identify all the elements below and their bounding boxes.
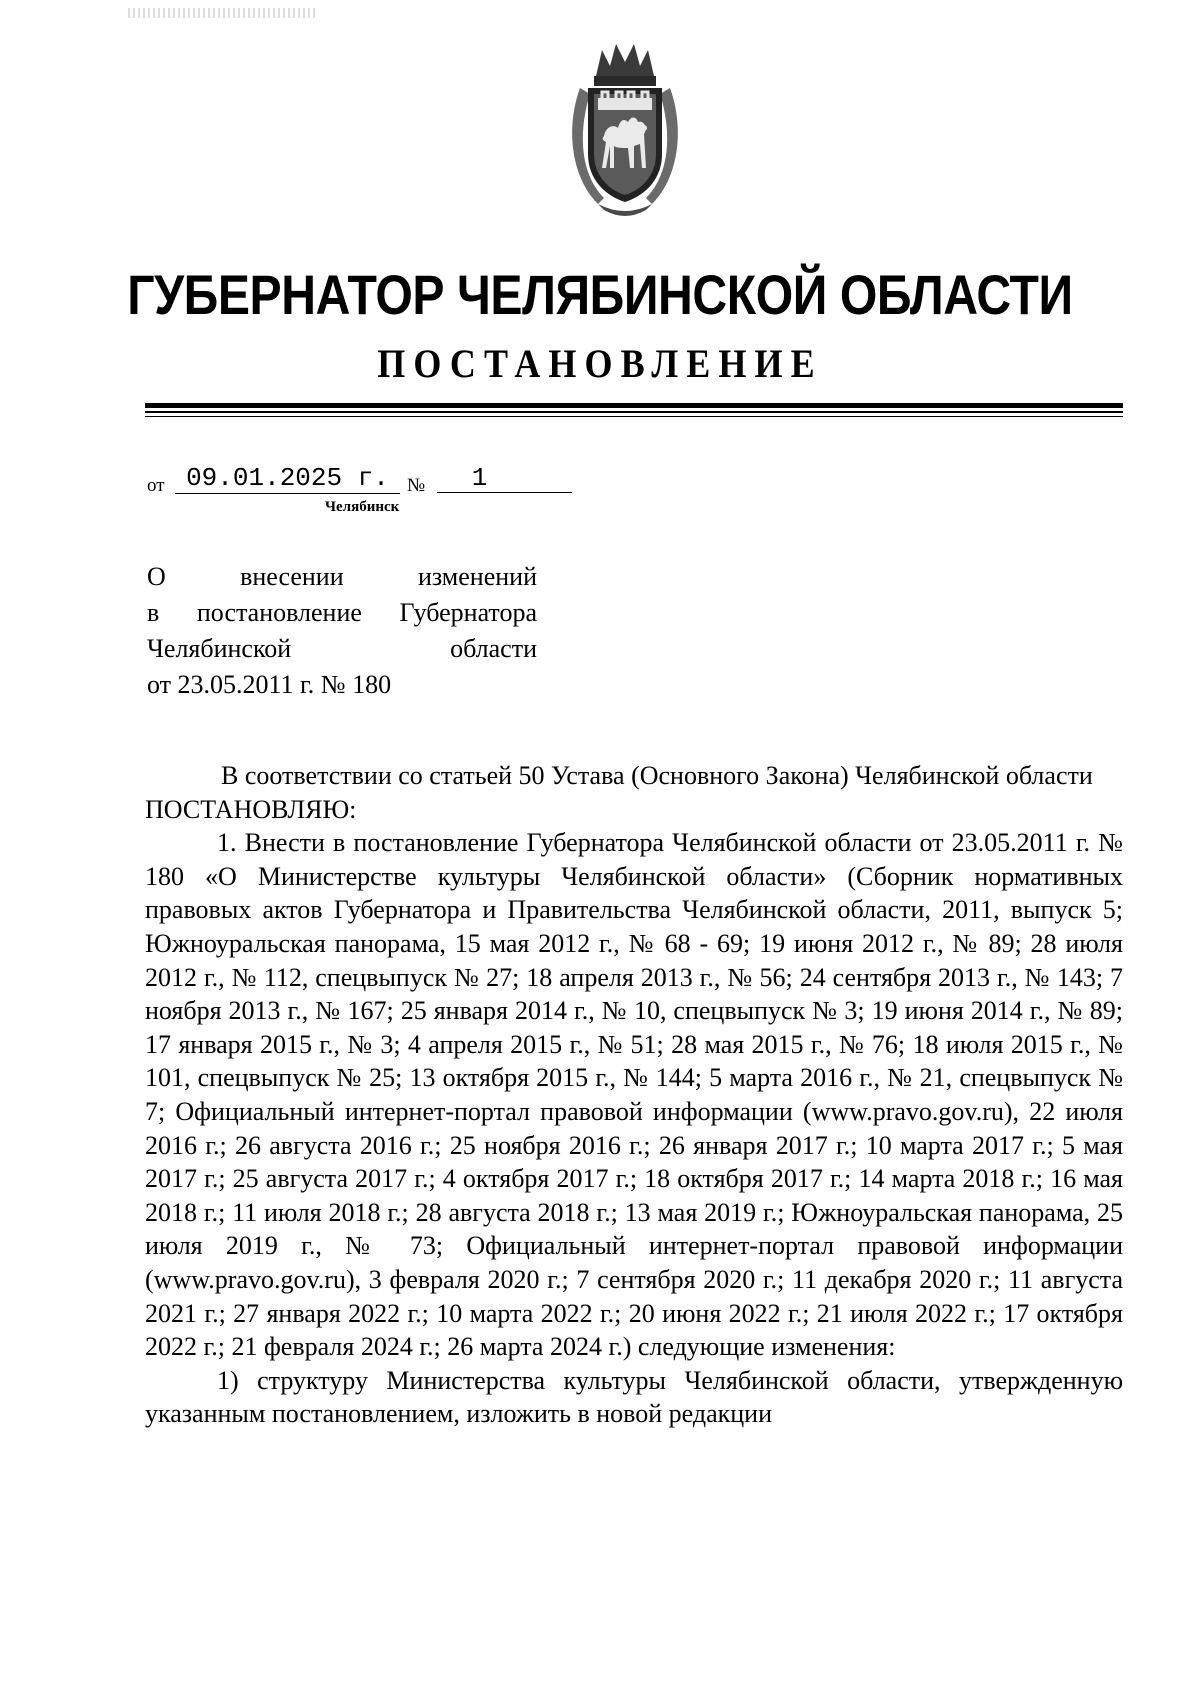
scan-artifact xyxy=(128,8,318,18)
preamble: В соответствии со статьей 50 Устава (Основного Закона) Челябинской области xyxy=(221,761,1093,790)
city-label: Челябинск xyxy=(325,499,400,515)
subitem-1: 1) структуру Министерства культуры Челябинской области, утвержденную указанным постановлением, изложить в новой редакции xyxy=(145,1365,1123,1429)
document-date: 09.01.2025 г. xyxy=(175,463,400,494)
item-1: 1. Внести в постановление Губернатора Челябинской области от 23.05.2011 г. № 180 «О Министерстве культуры Челябинской области» (Сборник нормативных правовых актов Губернатора и Правительства Челябинской области, 2011, выпуск 5; Южноуральская панорама, 15 мая 2012 г., № 68 - 69; 19 июня 2012 г., № 89; 28 июля 2012 г., № 112, спецвыпуск № 27; 18 апреля 2013 г., № 56; 24 сентября 2013 г., № 143; 7 ноября 2013 г., № 167; 25 января 2014 г., № 10, спецвыпуск № 3; 19 июня 2014 г., № 89; 17 января 2015 г., № 3; 4 апреля 2015 г., № 51; 28 мая 2015 г., № 76; 18 июля 2015 г., № 101, спецвыпуск № 25; 13 октября 2015 г., № 144; 5 марта 2016 г., № 21, спецвыпуск № 7; Официальный интернет-портал правовой информации (www.pravo.gov.ru), 22 июля 2016 г.; 26 августа 2016 г.; 25 ноября 2016 г.; 26 января 2017 г.; 10 марта 2017 г.; 5 мая 2017 г.; 25 августа 2017 г.; 4 октября 2017 г.; 18 октября 2017 г.; 14 марта 2018 г.; 16 мая 2018 г.; 11 июля 2018 г.; 28 августа 2018 г.; 13 мая 2019 г.; Южноуральская панорама, 25 июля 2019 г., № 73; Официальный интернет-портал правовой информации (www.pravo.gov.ru), 3 февраля 2020 г.; 7 сентября 2020 г.; 11 декабря 2020 г.; 11 августа 2021 г.; 27 января 2022 г.; 10 марта 2022 г.; 20 июня 2022 г.; 21 июля 2022 г.; 17 октября 2022 г.; 21 февраля 2024 г.; 26 марта 2024 г.) следующие изменения: xyxy=(145,828,1123,1362)
subject-line: от 23.05.2011 г. № 180 xyxy=(147,670,392,699)
document-body xyxy=(145,759,1123,1431)
number-prefix: № xyxy=(407,475,426,496)
document-subject xyxy=(147,559,537,703)
subject-line: в постановление Губернатора xyxy=(147,598,537,627)
date-prefix: от xyxy=(147,475,165,496)
subject-line: Челябинской области xyxy=(147,634,537,663)
header-divider xyxy=(145,403,1123,408)
authority-title: ГУБЕРНАТОР ЧЕЛЯБИНСКОЙ ОБЛАСТИ xyxy=(127,263,1073,326)
document-type-title: ПОСТАНОВЛЕНИЕ xyxy=(377,341,823,386)
header-divider xyxy=(145,411,1123,413)
document-number: 1 xyxy=(437,463,572,493)
coat-of-arms-icon xyxy=(558,36,692,216)
registration-line xyxy=(147,463,577,503)
header-divider xyxy=(145,416,1123,417)
decree-word: ПОСТАНОВЛЯЮ: xyxy=(145,794,357,824)
subject-line: О внесении изменений xyxy=(147,562,537,591)
